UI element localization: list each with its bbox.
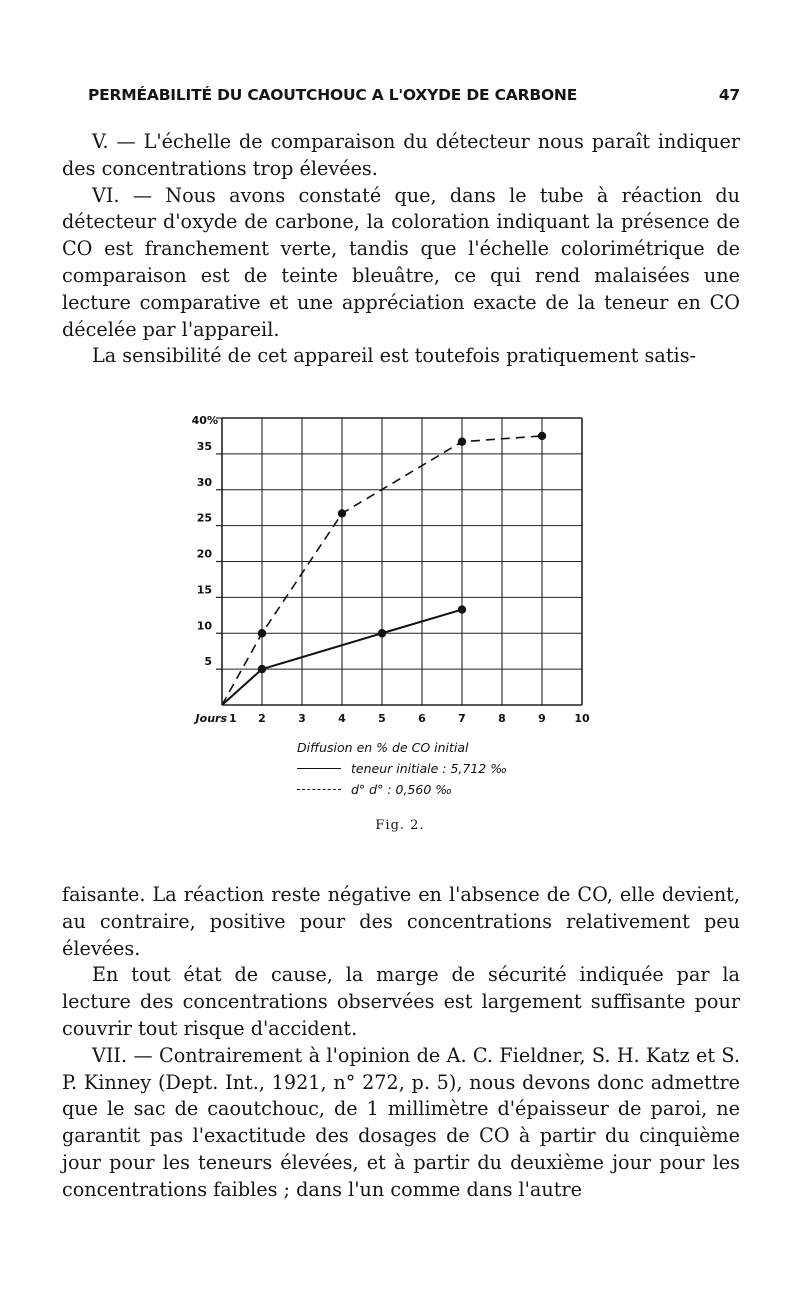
chart-grid [222,418,582,705]
legend-dashed-swatch [297,789,341,790]
data-point [458,605,466,613]
page-number: 47 [718,86,740,104]
legend-entry-solid [297,758,507,779]
x-tick-label: 4 [338,712,346,725]
x-axis-title: Jours [195,712,227,725]
chart-legend [297,737,507,800]
x-tick-label: 7 [458,712,466,725]
paragraph-vii: VII. — Contrairement à l'opinion de A. C. Fieldner, S. H. Katz et S. P. Kinney (Dept. Int., 1921, n° 272, p. 5), nous devons donc admettre que le sac de caoutchouc, de 1 millimètre d'épaisseur de paroi, ne garantit pas l'exactitude des dosages de CO à partir du cinquième jour pour les teneurs élevées, et à partir du deuxième jour pour les concentrations faibles ; dans l'un comme dans l'autre [62,1043,740,1201]
legend-entry-dashed [297,779,507,800]
y-tick-label: 5 [204,655,212,669]
x-tick-label: 6 [418,712,426,725]
data-point [338,509,346,517]
paragraph-sensibilite: La sensibilité de cet appareil est toutefois pratiquement satis- [92,344,697,368]
bottom-text-block [62,882,740,1204]
legend-solid-swatch [297,768,341,769]
x-tick-label: 8 [498,712,506,725]
legend-solid-label: teneur initiale : 5,712 ‰ [351,761,508,776]
figure-caption: Fig. 2. [375,818,425,833]
x-tick-label: 3 [298,712,306,725]
paragraph-faisante: faisante. La réaction reste négative en l'absence de CO, elle devient, au contraire, positive pour des concentrations relativement peu élevées. [62,883,740,960]
paragraph-marge: En tout état de cause, la marge de sécurité indiquée par la lecture des concentrations observées est largement suffisante pour couvrir tout risque d'accident. [62,963,740,1040]
y-tick-label: 30 [196,475,212,489]
y-tick-label: 25 [196,511,212,525]
data-point [258,665,266,673]
y-tick-label: 10 [196,619,212,633]
x-tick-label: 5 [378,712,386,725]
legend-title: Diffusion en % de CO initial [297,740,469,755]
chart-axes [216,418,222,669]
chart-series [222,432,546,705]
paragraph-v: V. — L'échelle de comparaison du détecteur nous paraît indiquer des concentrations trop élevées. [62,130,740,180]
data-point [538,432,546,440]
data-point [458,437,466,445]
x-tick-label: 2 [258,712,266,725]
data-point [378,629,386,637]
paragraph-vi: VI. — Nous avons constaté que, dans le tube à réaction du détecteur d'oxyde de carbone, la coloration indiquant la présence de CO est franchement verte, tandis que l'échelle colorimétrique de comparaison est de teinte bleuâtre, ce qui rend malaisées une lecture comparative et une appréciation exacte de la teneur en CO décelée par l'appareil. [62,183,740,341]
x-tick-label: 1 [229,712,237,725]
y-top-label: 40% [191,414,218,427]
x-tick-label: 9 [538,712,546,725]
y-tick-label: 35 [196,439,212,453]
data-point [258,629,266,637]
y-tick-label: 15 [196,583,212,597]
running-head-title: PERMÉABILITÉ DU CAOUTCHOUC A L'OXYDE DE CARBONE [88,86,578,104]
legend-dashed-label: d° d° : 0,560 ‰ [351,782,453,797]
x-tick-label: 10 [574,712,590,725]
y-tick-label: 20 [196,547,212,561]
